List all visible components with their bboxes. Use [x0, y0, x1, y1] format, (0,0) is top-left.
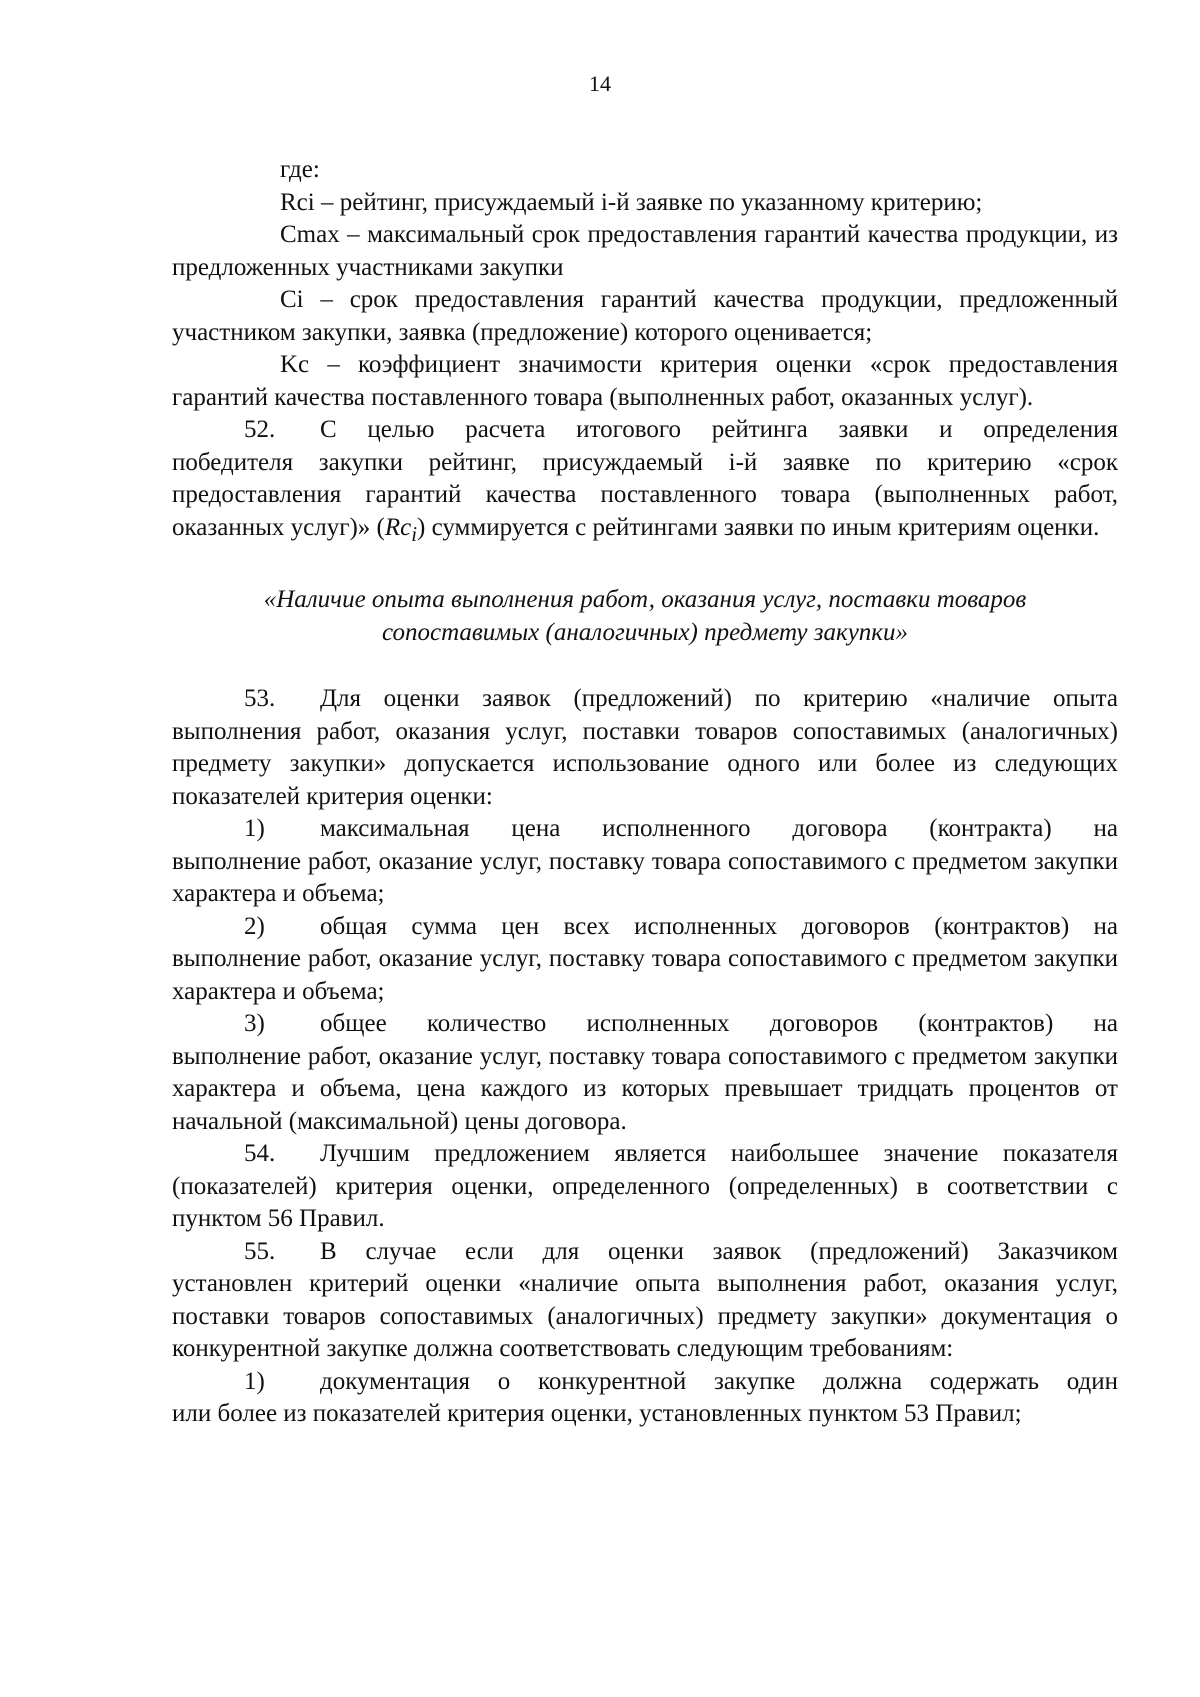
paragraph-first-line: Лучшим предложением является наибольшее значение показателя — [320, 1140, 1118, 1167]
paragraph-text-before: победителя закупки рейтинг, присуждаемый i-й заявке по критерию «срок предоставления гарантий качества поставленного товара (выполненных работ, оказанных услуг)» ( — [172, 448, 1118, 541]
paragraph-number: 54. — [244, 1140, 276, 1167]
intro-line: где: — [280, 156, 320, 183]
subitem-number: 1) — [244, 1367, 265, 1395]
paragraph-number: 53. — [244, 685, 276, 712]
definition-kc: Kc – коэффициент значимости критерия оценки «срок предоставления гарантий качества поставленного товара (выполненных работ, оказанных услуг). — [172, 351, 1118, 411]
subitem-continuation: выполнение работ, оказание услуг, поставку товара сопоставимого с предметом закупки характера и объема; — [172, 847, 1118, 907]
paragraph-first-line: В случае если для оценки заявок (предложений) Заказчиком — [320, 1237, 1118, 1265]
document-body — [172, 154, 1118, 1431]
subitem-53-3 — [172, 1008, 1118, 1138]
paragraph-52 — [172, 414, 1118, 550]
subitem-continuation: выполнение работ, оказание услуг, поставку товара сопоставимого с предметом закупки характера и объема, цена каждого из которых превышает тридцать процентов от начальной (максимальной) цены договора. — [172, 1042, 1118, 1135]
paragraph-first-line: Для оценки заявок (предложений) по критерию «наличие опыта — [320, 685, 1118, 712]
subitem-first-line: документация о конкурентной закупке должна содержать один — [320, 1367, 1118, 1395]
subitem-55-1 — [172, 1366, 1118, 1431]
subitem-first-line: максимальная цена исполненного договора (контракта) на — [320, 815, 1118, 842]
subitem-first-line: общее количество исполненных договоров (контрактов) на — [320, 1010, 1118, 1037]
paragraph-55 — [172, 1236, 1118, 1366]
paragraph-text-after: ) суммируется с рейтингами заявки по иным критериям оценки. — [417, 513, 1100, 541]
paragraph-continuation: установлен критерий оценки «наличие опыта выполнения работ, оказания услуг, поставки товаров сопоставимых (аналогичных) предмету закупки» документация о конкурентной закупке должна соответствовать следующим требованиям: — [172, 1270, 1118, 1362]
subitem-number: 2) — [244, 912, 265, 940]
paragraph-53 — [172, 683, 1118, 813]
paragraph-first-line: С целью расчета итогового рейтинга заявки и определения — [320, 416, 1118, 443]
section-heading-line-1: «Наличие опыта выполнения работ, оказания услуг, поставки товаров — [263, 586, 1027, 613]
definition-rci: Rci – рейтинг, присуждаемый i-й заявке по указанному критерию; — [280, 188, 983, 216]
paragraph-continuation — [172, 447, 1118, 551]
paragraph-number: 55. — [244, 1237, 276, 1265]
paragraph-continuation: (показателей) критерия оценки, определенного (определенных) в соответствии с пунктом 56 Правил. — [172, 1172, 1118, 1232]
section-heading-line-2: сопоставимых (аналогичных) предмету закупки» — [382, 618, 908, 646]
definition-ci: Ci – срок предоставления гарантий качества продукции, предложенный участником закупки, заявка (предложение) которого оценивается; — [172, 286, 1118, 346]
subitem-continuation: выполнение работ, оказание услуг, поставку товара сопоставимого с предметом закупки характера и объема; — [172, 945, 1118, 1005]
rating-symbol-base: Rc — [384, 513, 412, 541]
page-number: 14 — [589, 71, 611, 96]
subitem-number: 3) — [244, 1010, 265, 1037]
rating-symbol-subscript: i — [411, 521, 418, 546]
subitem-number: 1) — [244, 815, 265, 842]
rating-symbol — [384, 513, 418, 546]
subitem-53-1 — [172, 813, 1118, 911]
definition-cmax: Cmax – максимальный срок предоставления гарантий качества продукции, из предложенных участниками закупки — [172, 221, 1118, 281]
section-heading — [172, 584, 1118, 649]
subitem-53-2 — [172, 911, 1118, 1009]
paragraph-54 — [172, 1138, 1118, 1236]
subitem-continuation: или более из показателей критерия оценки, установленных пунктом 53 Правил; — [172, 1400, 1022, 1427]
paragraph-number: 52. — [244, 416, 276, 443]
paragraph-continuation: выполнения работ, оказания услуг, поставки товаров сопоставимых (аналогичных) предмету закупки» допускается использование одного или более из следующих показателей критерия оценки: — [172, 717, 1118, 810]
subitem-first-line: общая сумма цен всех исполненных договоров (контрактов) на — [320, 912, 1118, 940]
